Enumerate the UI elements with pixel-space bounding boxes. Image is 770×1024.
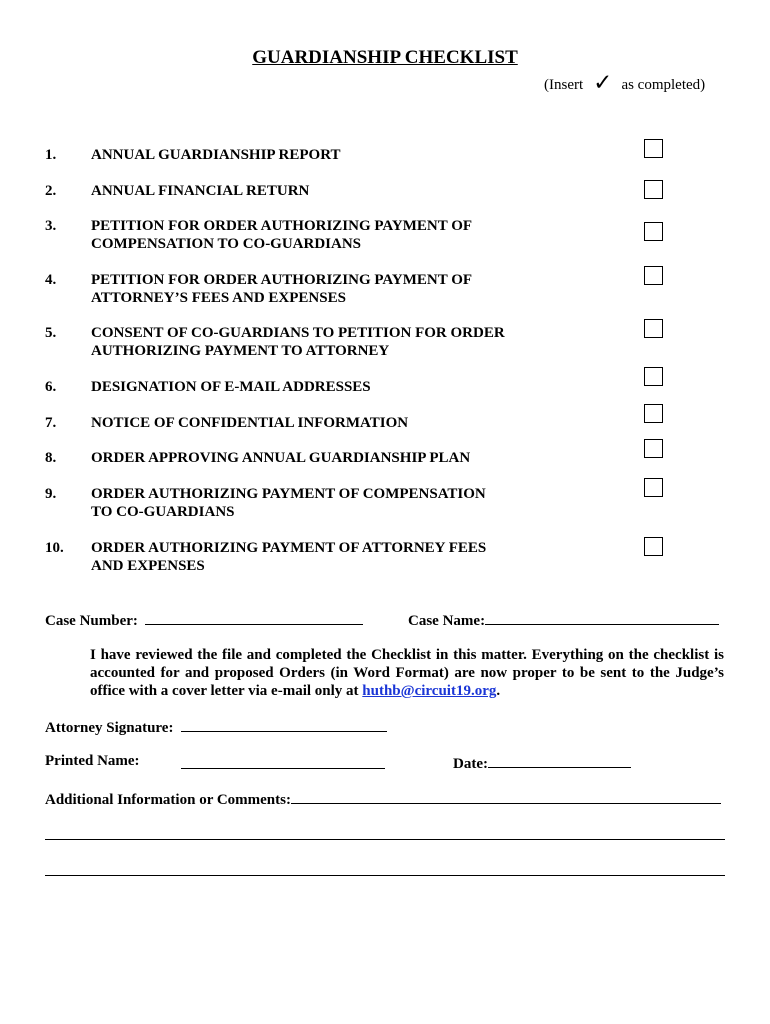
checklist-item	[45, 414, 605, 432]
item-label: ORDER APPROVING ANNUAL GUARDIANSHIP PLAN	[91, 450, 471, 466]
item-checkbox[interactable]	[644, 266, 663, 285]
item-label: ORDER AUTHORIZING PAYMENT OF ATTORNEY FEES AND EXPENSES	[91, 540, 487, 574]
item-label: PETITION FOR ORDER AUTHORIZING PAYMENT OF ATTORNEY’S FEES AND EXPENSES	[91, 272, 472, 306]
item-checkbox[interactable]	[644, 439, 663, 458]
comments-label: Additional Information or Comments:	[45, 792, 291, 808]
item-label: NOTICE OF CONFIDENTIAL INFORMATION	[91, 415, 409, 431]
case-number-field	[45, 610, 363, 630]
item-label: CONSENT OF CO-GUARDIANS TO PETITION FOR ORDER AUTHORIZING PAYMENT TO ATTORNEY	[91, 325, 505, 359]
attorney-statement	[90, 646, 724, 700]
printed-name-field	[45, 753, 140, 770]
attorney-signature-field	[45, 717, 387, 737]
email-link[interactable]: huthb@circuit19.org	[362, 683, 497, 699]
date-label: Date:	[453, 756, 488, 772]
signature-label: Attorney Signature:	[45, 720, 174, 736]
checklist-item	[45, 324, 520, 360]
item-number: 2.	[45, 183, 57, 199]
comments-line[interactable]	[45, 839, 725, 840]
comments-line[interactable]	[45, 875, 725, 876]
case-name-field	[408, 610, 719, 630]
item-checkbox[interactable]	[644, 537, 663, 556]
page-title: GUARDIANSHIP CHECKLIST	[252, 47, 518, 68]
printed-name-input[interactable]	[181, 754, 385, 769]
item-checkbox[interactable]	[644, 222, 663, 241]
checklist-item	[45, 271, 495, 307]
item-number: 1.	[45, 147, 57, 163]
item-number: 10.	[45, 540, 64, 556]
item-number: 3.	[45, 218, 57, 234]
case-number-label: Case Number:	[45, 613, 138, 629]
item-checkbox[interactable]	[644, 367, 663, 386]
item-number: 6.	[45, 379, 57, 395]
checkmark-icon: ✓	[593, 70, 613, 95]
item-checkbox[interactable]	[644, 404, 663, 423]
item-label: ANNUAL FINANCIAL RETURN	[91, 183, 310, 199]
case-name-label: Case Name:	[408, 613, 486, 629]
case-name-input[interactable]	[485, 610, 719, 625]
checklist-item	[45, 378, 605, 396]
insert-prefix: (Insert	[544, 77, 584, 93]
comments-input[interactable]	[291, 789, 721, 804]
insert-instruction	[544, 70, 706, 97]
item-label: ANNUAL GUARDIANSHIP REPORT	[91, 147, 341, 163]
checklist-item	[45, 485, 505, 521]
comments-field	[45, 789, 721, 809]
date-field	[453, 753, 631, 773]
statement-end: .	[496, 683, 501, 699]
item-checkbox[interactable]	[644, 139, 663, 158]
date-input[interactable]	[488, 753, 631, 768]
item-label: PETITION FOR ORDER AUTHORIZING PAYMENT OF COMPENSATION TO CO-GUARDIANS	[91, 218, 472, 252]
case-number-input[interactable]	[145, 610, 363, 625]
item-label: DESIGNATION OF E-MAIL ADDRESSES	[91, 379, 371, 395]
printed-name-label: Printed Name:	[45, 753, 140, 769]
item-checkbox[interactable]	[644, 478, 663, 497]
item-number: 7.	[45, 415, 57, 431]
item-number: 4.	[45, 272, 57, 288]
checklist-item	[45, 539, 515, 575]
item-number: 9.	[45, 486, 57, 502]
checklist-item	[45, 217, 495, 253]
checklist-item	[45, 146, 605, 164]
signature-input[interactable]	[181, 717, 387, 732]
insert-suffix: as completed)	[621, 77, 706, 93]
checklist-item	[45, 182, 605, 200]
item-checkbox[interactable]	[644, 319, 663, 338]
checklist-item	[45, 449, 605, 467]
item-number: 8.	[45, 450, 57, 466]
item-label: ORDER AUTHORIZING PAYMENT OF COMPENSATION TO CO-GUARDIANS	[91, 486, 486, 520]
item-number: 5.	[45, 325, 57, 341]
statement-text: I have reviewed the file and completed the Checklist in this matter. Everything on the checklist is accounted for and proposed Orders (in Word Format) are now proper to be sent to the Judge’s office with a cover letter via e-mail only at	[90, 647, 724, 699]
item-checkbox[interactable]	[644, 180, 663, 199]
